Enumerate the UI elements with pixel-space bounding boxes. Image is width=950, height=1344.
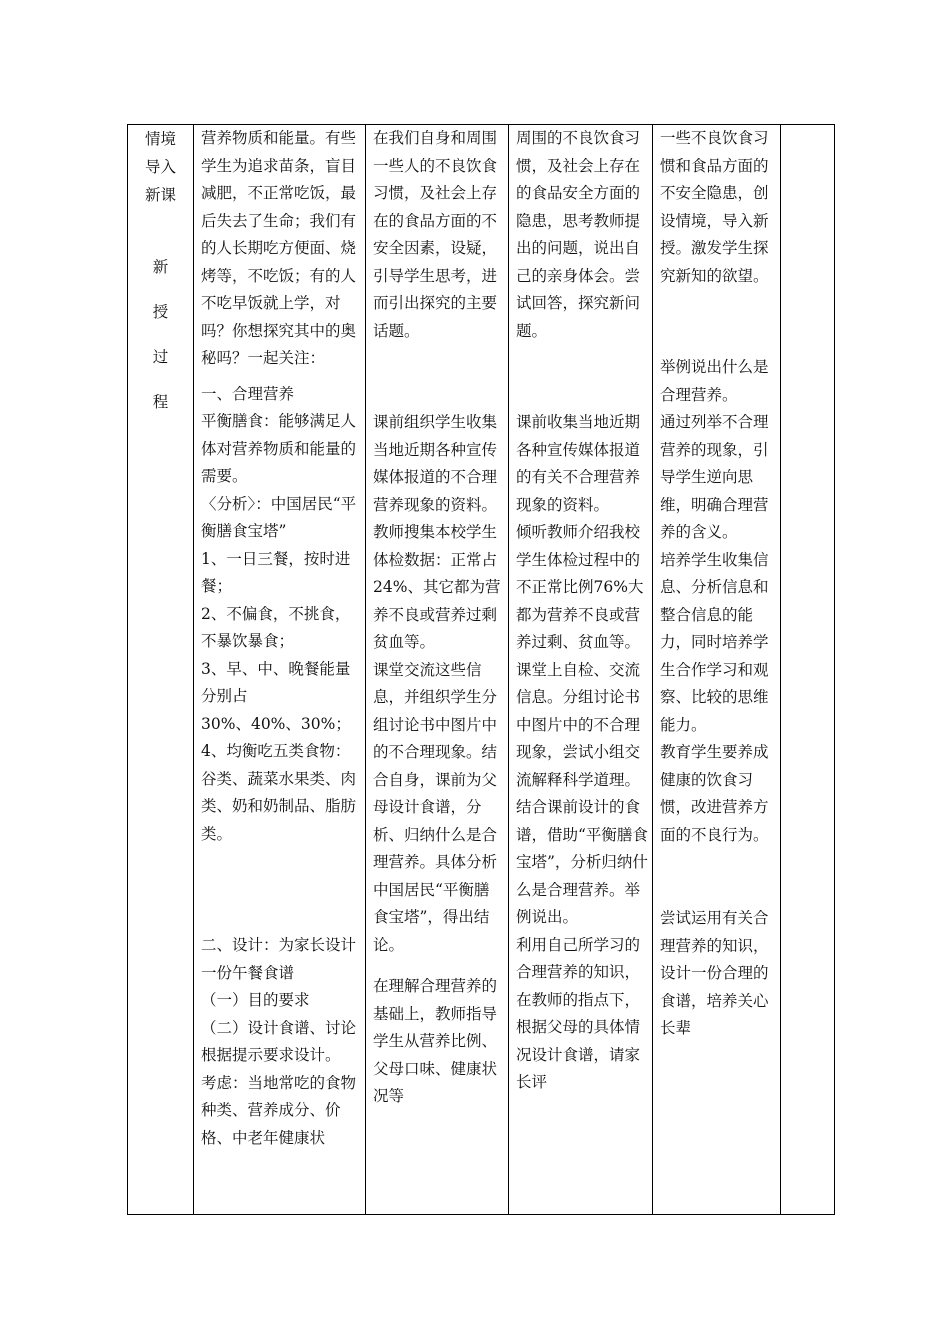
stage-char: 授 xyxy=(152,303,169,321)
intent-paragraph: 通过列举不合理 xyxy=(660,413,769,431)
content-line: 30%、40%、30%； xyxy=(201,714,351,733)
content-line: 根据提示要求设计。 xyxy=(201,1046,341,1064)
stage-intro xyxy=(128,125,193,209)
stage-char: 新 xyxy=(152,258,169,276)
content-column xyxy=(194,125,366,1215)
content-line: （二）设计食谱、讨论 xyxy=(201,1018,357,1037)
content-cell xyxy=(194,125,365,1152)
intent-intro: 一些不良饮食习惯和食品方面的不安全隐患，创设情境，导入新授。激发学生探究新知的欲望。 xyxy=(660,129,769,285)
content-line: 考虑：当地常吃的食物种类、营养成分、价格、中老年健康状 xyxy=(201,1073,357,1147)
stage-label: 导入 xyxy=(144,158,176,176)
table-row xyxy=(128,125,835,1215)
intent-paragraph: 教育学生要养成健康的饮食习惯，改进营养方面的不良行为。 xyxy=(660,743,769,844)
content-line: 一、合理营养 xyxy=(201,384,295,403)
student-intro: 周围的不良饮食习惯，及社会上存在的食品安全方面的隐患，思考教师提出的问题，说出自己的亲身体会。尝试回答，探究新问题。 xyxy=(516,129,641,340)
stage-char: 程 xyxy=(152,393,169,411)
content-line: 2、不偏食，不挑食，不暴饮暴食； xyxy=(201,604,351,650)
content-line: 二、设计：为家长设计一份午餐食谱 xyxy=(201,936,357,982)
student-activity-cell xyxy=(509,125,652,1097)
stage-char: 过 xyxy=(152,348,169,366)
teacher-paragraph: 课前组织学生收集当地近期各种宣传媒体报道的不合理营养现象的资料。 xyxy=(373,413,498,514)
stage-teaching xyxy=(128,253,193,416)
intent-paragraph: 营养的现象，引导学生逆向思维，明确合理营养的含义。 xyxy=(660,440,769,541)
content-line: 平衡膳食：能够满足人体对营养物质和能量的需要。 xyxy=(201,412,357,485)
student-paragraph: 利用自己所学习的合理营养的知识，在教师的指点下，根据父母的具体情况设计食谱，请家长评 xyxy=(516,935,641,1091)
content-line: 〈分析〉：中国居民“平衡膳食宝塔” xyxy=(201,494,357,540)
teacher-paragraph: 课堂交流这些信息，并组织学生分组讨论书中图片中的不合理现象。结合自身，课前为父母设计食谱，分析、归纳什么是合理营养。具体分析中国居民“平衡膳食宝塔”，得出结论。 xyxy=(373,660,498,954)
student-activity-column xyxy=(509,125,653,1215)
intent-paragraph: 尝试运用有关合理营养的知识，设计一份合理的食谱，培养关心长辈 xyxy=(660,909,769,1037)
content-line: 1、一日三餐，按时进餐； xyxy=(201,549,351,595)
lesson-plan-table xyxy=(127,124,835,1215)
content-line: 3、早、中、晚餐能量分别占 xyxy=(201,659,351,705)
stage-label: 新课 xyxy=(144,186,176,204)
design-intent-cell xyxy=(653,125,780,1043)
teacher-paragraph: 在理解合理营养的基础上，教师指导学生从营养比例、父母口味、健康状况等 xyxy=(373,977,498,1105)
content-line: （一）目的要求 xyxy=(201,991,310,1009)
student-paragraph: 倾听教师介绍我校学生体检过程中的不正常比例76%大都为营养不良或营养过剩、贫血等。课堂上自检、交流信息。分组讨论书中图片中的不合理现象，尝试小组交流解释科学道理。结合课前设计的食谱，借助“平衡膳食宝塔”，分析归纳什么是合理营养。举例说出。 xyxy=(516,523,648,926)
content-intro: 营养物质和能量。有些学生为追求苗条，盲目减肥，不正常吃饭，最后失去了生命；我们有的人长期吃方便面、烧烤等，不吃饭；有的人不吃早饭就上学，对吗？你想探究其中的奥秘吗？一起关注： xyxy=(201,129,357,367)
teacher-activity-column xyxy=(366,125,509,1215)
teacher-intro: 在我们自身和周围一些人的不良饮食习惯，及社会上存在的食品方面的不安全因素，设疑，引导学生思考，进而引出探究的主要话题。 xyxy=(373,129,498,340)
student-paragraph: 课前收集当地近期各种宣传媒体报道的有关不合理营养现象的资料。 xyxy=(516,413,641,514)
design-intent-column xyxy=(653,125,781,1215)
intent-paragraph: 举例说出什么是合理营养。 xyxy=(660,358,769,404)
stage-column xyxy=(128,125,194,1215)
content-line: 4、均衡吃五类食物：谷类、蔬菜水果类、肉类、奶和奶制品、脂肪类。 xyxy=(201,742,357,843)
intent-paragraph: 培养学生收集信息、分析信息和整合信息的能力，同时培养学生合作学习和观察、比较的思维能力。 xyxy=(660,550,769,734)
stage-label: 情境 xyxy=(144,130,176,148)
notes-column xyxy=(781,125,835,1215)
teacher-activity-cell xyxy=(366,125,508,1111)
teacher-paragraph: 教师搜集本校学生体检数据：正常占24%、其它都为营养不良或营养过剩贫血等。 xyxy=(373,523,501,651)
